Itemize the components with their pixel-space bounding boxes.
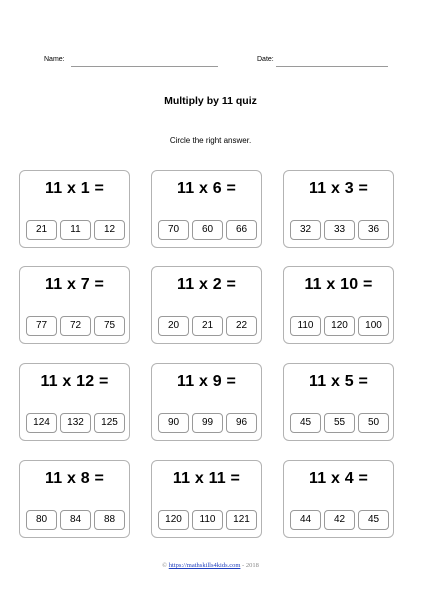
answer-option[interactable]: 120 [158,510,189,530]
question-card [19,170,130,248]
answer-option[interactable]: 50 [358,413,389,433]
answer-option[interactable]: 88 [94,510,125,530]
footer [0,562,421,569]
answer-option[interactable]: 70 [158,220,189,240]
answer-option[interactable]: 99 [192,413,223,433]
answer-option[interactable]: 21 [192,316,223,336]
answer-option[interactable]: 125 [94,413,125,433]
answer-options [284,220,393,242]
answer-option[interactable]: 22 [226,316,257,336]
answer-options [20,220,129,242]
answer-option[interactable]: 75 [94,316,125,336]
instruction-text: Circle the right answer. [169,136,252,145]
name-label: Name: [44,56,65,63]
question-card [283,460,394,538]
question-card [19,363,130,441]
header-row [0,56,421,70]
worksheet-title: Multiply by 11 quiz [164,95,257,107]
website-link[interactable]: https://mathskills4kids.com [168,562,241,569]
date-field-line[interactable] [276,66,388,67]
question-card [19,266,130,344]
question-text: 11 x 5 = [309,373,368,390]
answer-options [152,413,261,435]
question-card [151,170,262,248]
answer-option[interactable]: 45 [358,510,389,530]
answer-option[interactable]: 33 [324,220,355,240]
answer-option[interactable]: 66 [226,220,257,240]
question-card [283,170,394,248]
answer-option[interactable]: 55 [324,413,355,433]
question-card [151,266,262,344]
answer-option[interactable]: 12 [94,220,125,240]
question-text: 11 x 7 = [45,276,104,293]
question-text: 11 x 3 = [309,180,368,197]
answer-option[interactable]: 45 [290,413,321,433]
question-text: 11 x 8 = [45,470,104,487]
answer-options [284,413,393,435]
answer-option[interactable]: 32 [290,220,321,240]
answer-option[interactable]: 110 [290,316,321,336]
answer-option[interactable]: 72 [60,316,91,336]
answer-options [20,316,129,338]
answer-options [284,510,393,532]
date-label: Date: [257,56,274,63]
question-text: 11 x 6 = [177,180,236,197]
copyright-symbol: © [162,562,168,569]
answer-options [284,316,393,338]
question-grid [19,170,397,528]
answer-options [152,316,261,338]
name-field-line[interactable] [71,66,218,67]
answer-options [20,510,129,532]
answer-option[interactable]: 36 [358,220,389,240]
answer-option[interactable]: 90 [158,413,189,433]
answer-option[interactable]: 132 [60,413,91,433]
question-text: 11 x 4 = [309,470,368,487]
question-card [151,363,262,441]
answer-option[interactable]: 44 [290,510,321,530]
answer-options [152,220,261,242]
answer-option[interactable]: 11 [60,220,91,240]
answer-option[interactable]: 110 [192,510,223,530]
answer-option[interactable]: 21 [26,220,57,240]
answer-option[interactable]: 124 [26,413,57,433]
answer-option[interactable]: 121 [226,510,257,530]
answer-option[interactable]: 60 [192,220,223,240]
question-text: 11 x 10 = [304,276,373,293]
question-card [151,460,262,538]
copyright-year: - 2018 [242,562,259,569]
question-card [283,266,394,344]
answer-option[interactable]: 100 [358,316,389,336]
answer-option[interactable]: 20 [158,316,189,336]
question-text: 11 x 12 = [40,373,109,390]
question-card [283,363,394,441]
answer-option[interactable]: 84 [60,510,91,530]
answer-option[interactable]: 120 [324,316,355,336]
answer-option[interactable]: 96 [226,413,257,433]
question-text: 11 x 9 = [177,373,236,390]
answer-option[interactable]: 42 [324,510,355,530]
question-text: 11 x 11 = [172,470,241,487]
question-text: 11 x 2 = [177,276,236,293]
answer-options [20,413,129,435]
answer-option[interactable]: 80 [26,510,57,530]
answer-options [152,510,261,532]
question-text: 11 x 1 = [45,180,104,197]
question-card [19,460,130,538]
answer-option[interactable]: 77 [26,316,57,336]
